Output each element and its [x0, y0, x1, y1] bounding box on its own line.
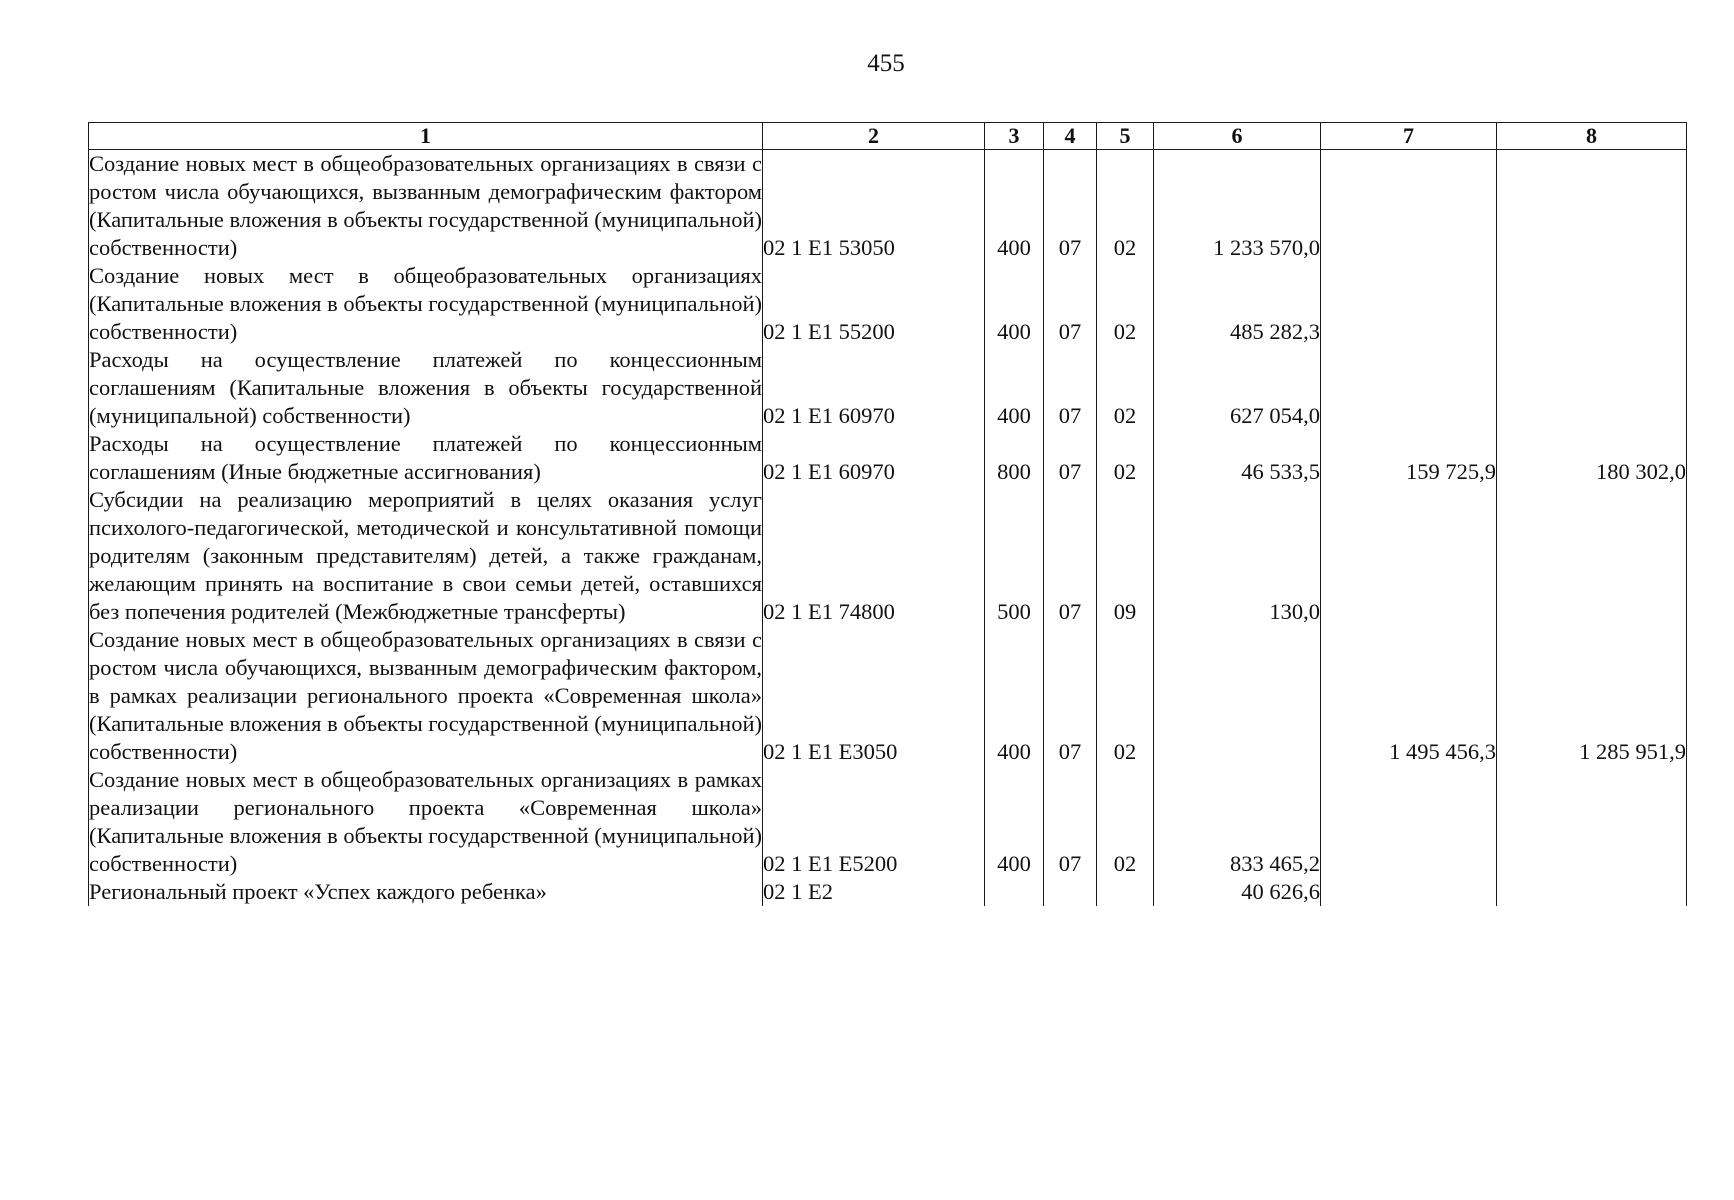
row-col-5: 02	[1097, 262, 1154, 346]
row-col-8	[1497, 150, 1687, 263]
row-col-5: 02	[1097, 150, 1154, 263]
row-col-8	[1497, 346, 1687, 430]
row-col-8	[1497, 766, 1687, 878]
row-col-6: 1 233 570,0	[1154, 150, 1321, 263]
row-col-6: 40 626,6	[1154, 878, 1321, 906]
row-col-4	[1044, 878, 1097, 906]
header-col-8: 8	[1497, 123, 1687, 150]
page-number: 455	[867, 50, 905, 77]
row-code: 02 1 Е1 53050	[763, 150, 985, 263]
row-name: Региональный проект «Успех каждого ребенка»	[89, 878, 763, 906]
table-body	[89, 150, 1687, 907]
row-name: Создание новых мест в общеобразовательных организациях в рамках реализации регионального проекта «Современная школа» (Капитальные вложения в объекты государственной (муниципальной) собственности)	[89, 767, 762, 876]
row-col-4: 07	[1044, 262, 1097, 346]
row-col-7	[1321, 486, 1497, 626]
row-name: Расходы на осуществление платежей по концессионным соглашениям (Капитальные вложения в объекты государственной (муниципальной) собственности)	[89, 347, 762, 428]
table-row	[89, 766, 1687, 878]
budget-table	[88, 122, 1687, 906]
row-col-5	[1097, 878, 1154, 906]
row-code: 02 1 Е1 60970	[763, 430, 985, 486]
row-name: Расходы на осуществление платежей по концессионным соглашениям (Иные бюджетные ассигнования)	[89, 431, 762, 484]
row-col-7: 1 495 456,3	[1321, 626, 1497, 766]
row-col-7	[1321, 346, 1497, 430]
row-col-3: 800	[985, 430, 1044, 486]
row-col-4: 07	[1044, 486, 1097, 626]
row-code: 02 1 Е1 55200	[763, 262, 985, 346]
row-col-3	[985, 878, 1044, 906]
table-row	[89, 150, 1687, 263]
table-row	[89, 262, 1687, 346]
row-col-4: 07	[1044, 346, 1097, 430]
row-col-3: 400	[985, 262, 1044, 346]
row-col-7	[1321, 150, 1497, 263]
row-col-4: 07	[1044, 766, 1097, 878]
row-col-3: 400	[985, 150, 1044, 263]
row-col-5: 02	[1097, 766, 1154, 878]
row-name: Создание новых мест в общеобразовательных организациях (Капитальные вложения в объекты государственной (муниципальной) собственности)	[89, 263, 762, 344]
row-name: Создание новых мест в общеобразовательных организациях в связи с ростом числа обучающихся, вызванным демографическим фактором, в рамках реализации регионального проекта «Современная школа» (Капитальные вложения в объекты государственной (муниципальной) собственности)	[89, 627, 762, 764]
table-row	[89, 486, 1687, 626]
row-col-3: 400	[985, 346, 1044, 430]
table-row	[89, 626, 1687, 766]
row-col-5: 02	[1097, 346, 1154, 430]
row-col-8: 180 302,0	[1497, 430, 1687, 486]
row-col-6: 627 054,0	[1154, 346, 1321, 430]
row-col-3: 400	[985, 766, 1044, 878]
row-name: Субсидии на реализацию мероприятий в целях оказания услуг психолого-педагогической, методической и консультативной помощи родителям (законным представителям) детей, а также гражданам, желающим принять на воспитание в свои семьи детей, оставшихся без попечения родителей (Межбюджетные трансферты)	[89, 487, 762, 624]
header-col-6: 6	[1154, 123, 1321, 150]
row-code: 02 1 Е1 60970	[763, 346, 985, 430]
row-col-6: 130,0	[1154, 486, 1321, 626]
row-code: 02 1 Е1 74800	[763, 486, 985, 626]
row-col-4: 07	[1044, 430, 1097, 486]
row-col-8	[1497, 878, 1687, 906]
row-col-8	[1497, 486, 1687, 626]
row-col-6: 485 282,3	[1154, 262, 1321, 346]
row-col-5: 02	[1097, 430, 1154, 486]
row-col-3: 500	[985, 486, 1044, 626]
row-col-6: 833 465,2	[1154, 766, 1321, 878]
row-col-8	[1497, 262, 1687, 346]
row-col-3: 400	[985, 626, 1044, 766]
row-code: 02 1 Е1 Е5200	[763, 766, 985, 878]
table-row	[89, 430, 1687, 486]
header-row	[89, 123, 1687, 150]
row-col-6: 46 533,5	[1154, 430, 1321, 486]
header-col-5: 5	[1097, 123, 1154, 150]
row-code: 02 1 Е1 Е3050	[763, 626, 985, 766]
header-col-3: 3	[985, 123, 1044, 150]
row-col-5: 02	[1097, 626, 1154, 766]
table-row	[89, 346, 1687, 430]
row-col-6	[1154, 626, 1321, 766]
header-col-2: 2	[763, 123, 985, 150]
row-col-4: 07	[1044, 150, 1097, 263]
row-col-7	[1321, 262, 1497, 346]
header-col-4: 4	[1044, 123, 1097, 150]
row-col-4: 07	[1044, 626, 1097, 766]
row-col-7: 159 725,9	[1321, 430, 1497, 486]
row-col-8: 1 285 951,9	[1497, 626, 1687, 766]
header-col-1: 1	[89, 123, 763, 150]
row-col-5: 09	[1097, 486, 1154, 626]
row-col-7	[1321, 878, 1497, 906]
row-name: Создание новых мест в общеобразовательных организациях в связи с ростом числа обучающихся, вызванным демографическим фактором (Капитальные вложения в объекты государственной (муниципальной) собственности)	[89, 151, 762, 260]
row-col-7	[1321, 766, 1497, 878]
table-header	[89, 123, 1687, 150]
row-code: 02 1 Е2	[763, 878, 985, 906]
header-col-7: 7	[1321, 123, 1497, 150]
table-row	[89, 878, 1687, 906]
